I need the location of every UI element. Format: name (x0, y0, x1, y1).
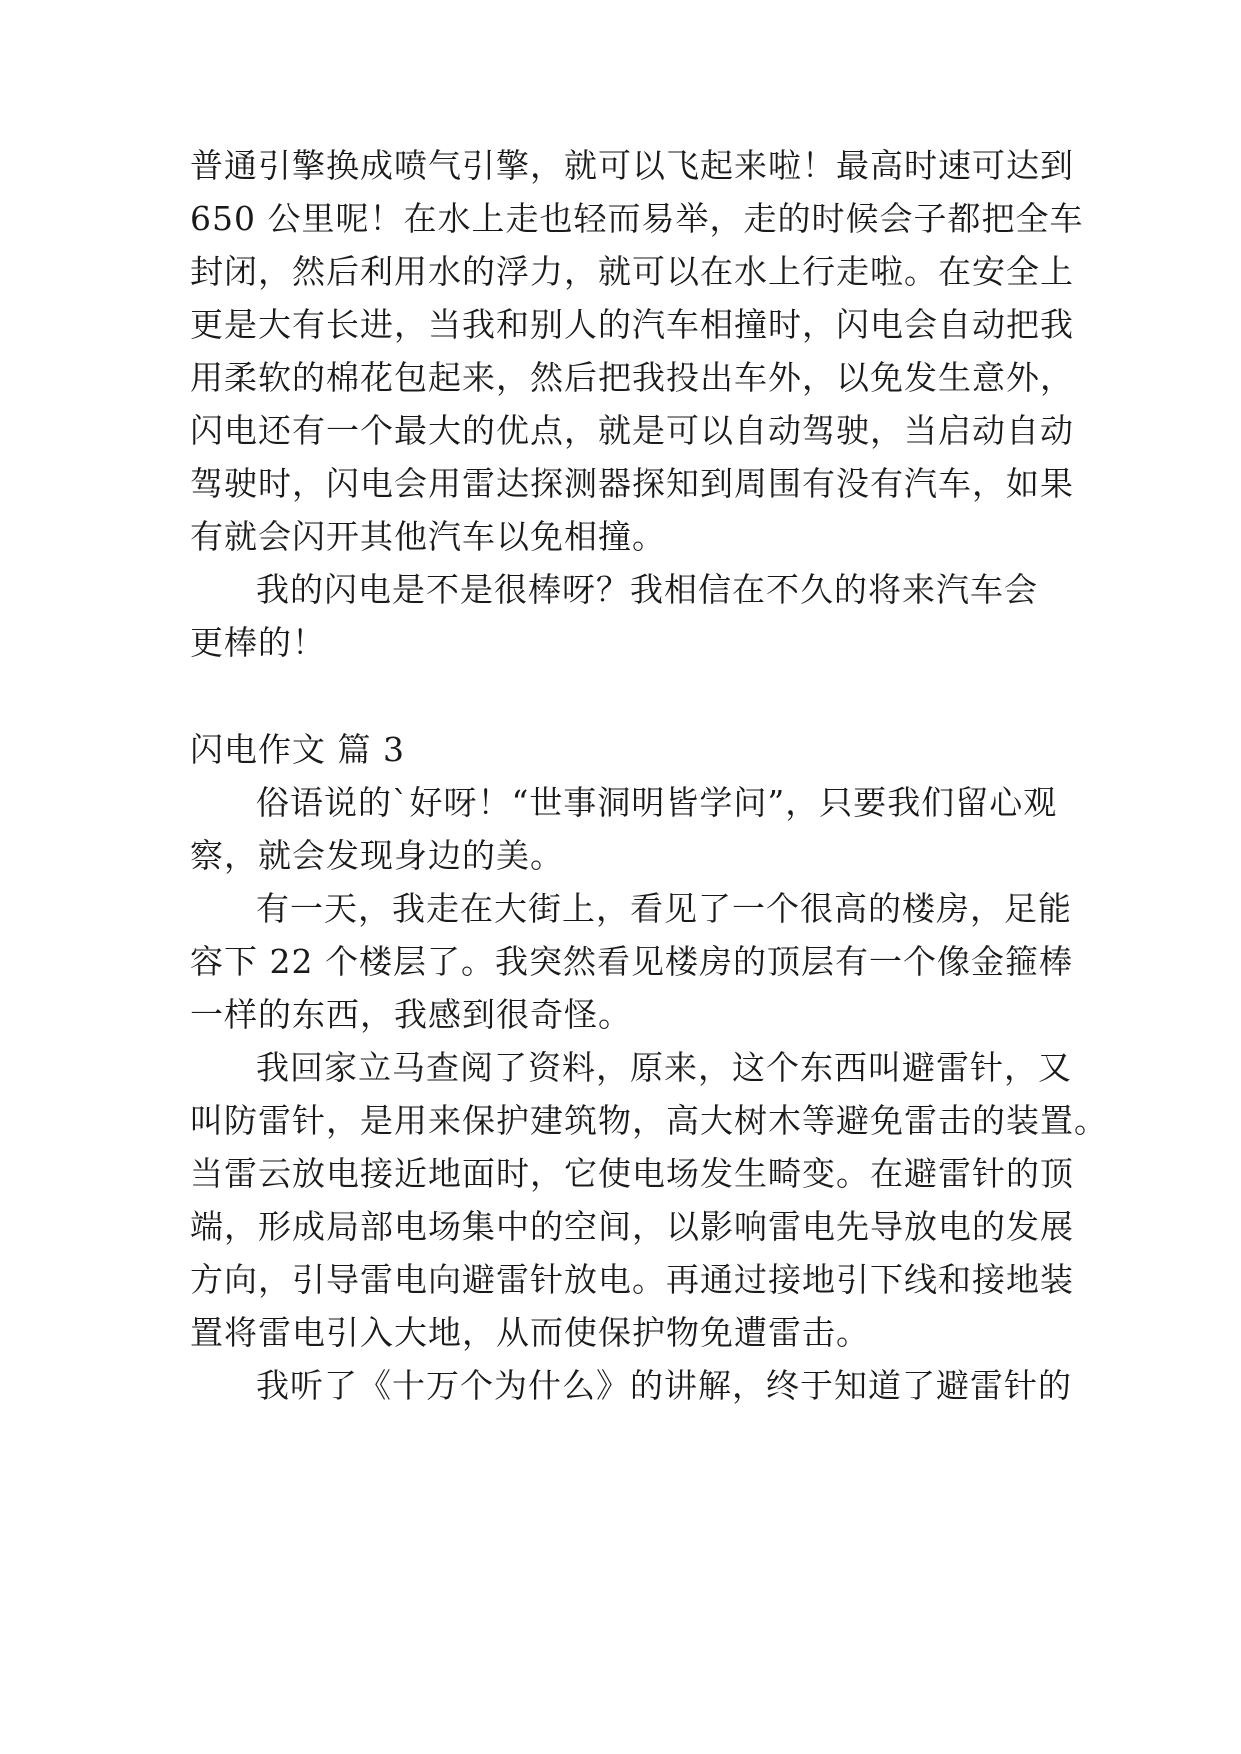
text-line: 我听了《十万个为什么》的讲解，终于知道了避雷针的 (256, 1366, 1072, 1405)
text-line: 容下 22 个楼层了。我突然看见楼房的顶层有一个像金箍棒 (190, 942, 1073, 981)
text-line: 驾驶时，闪电会用雷达探测器探知到周围有没有汽车，如果 (190, 464, 1074, 503)
text-line: 闪电还有一个最大的优点，就是可以自动驾驶，当启动自动 (190, 411, 1074, 450)
text-line: 有一天，我走在大街上，看见了一个很高的楼房，足能 (256, 889, 1072, 928)
text-line: 更棒的！ (190, 623, 326, 662)
text-line: 方向，引导雷电向避雷针放电。再通过接地引下线和接地装 (190, 1260, 1074, 1299)
text-line: 置将雷电引入大地，从而使保护物免遭雷击。 (190, 1313, 870, 1352)
text-line: 端，形成局部电场集中的空间，以影响雷电先导放电的发展 (190, 1207, 1074, 1246)
text-line: 当雷云放电接近地面时，它使电场发生畸变。在避雷针的顶 (190, 1154, 1074, 1193)
text-line: 650 公里呢！在水上走也轻而易举，走的时候会子都把全车 (190, 199, 1084, 238)
text-line: 有就会闪开其他汽车以免相撞。 (190, 517, 666, 556)
text-line: 我的闪电是不是很棒呀？我相信在不久的将来汽车会 (256, 570, 1038, 609)
text-line: 一样的东西，我感到很奇怪。 (190, 995, 632, 1034)
text-line: 更是大有长进，当我和别人的汽车相撞时，闪电会自动把我 (190, 305, 1074, 344)
text-line: 察，就会发现身边的美。 (190, 836, 564, 875)
text-line: 用柔软的棉花包起来，然后把我投出车外，以免发生意外， (190, 358, 1074, 397)
text-line: 封闭，然后利用水的浮力，就可以在水上行走啦。在安全上 (190, 252, 1074, 291)
text-line: 俗语说的`好呀！“世事洞明皆学问”，只要我们留心观 (256, 783, 1058, 822)
section-heading: 闪电作文 篇 3 (190, 730, 405, 769)
text-line: 我回家立马查阅了资料，原来，这个东西叫避雷针，又 (256, 1048, 1072, 1087)
text-line: 普通引擎换成喷气引擎，就可以飞起来啦！最高时速可达到 (190, 146, 1074, 185)
text-line: 叫防雷针，是用来保护建筑物，高大树木等避免雷击的装置。 (190, 1101, 1108, 1140)
